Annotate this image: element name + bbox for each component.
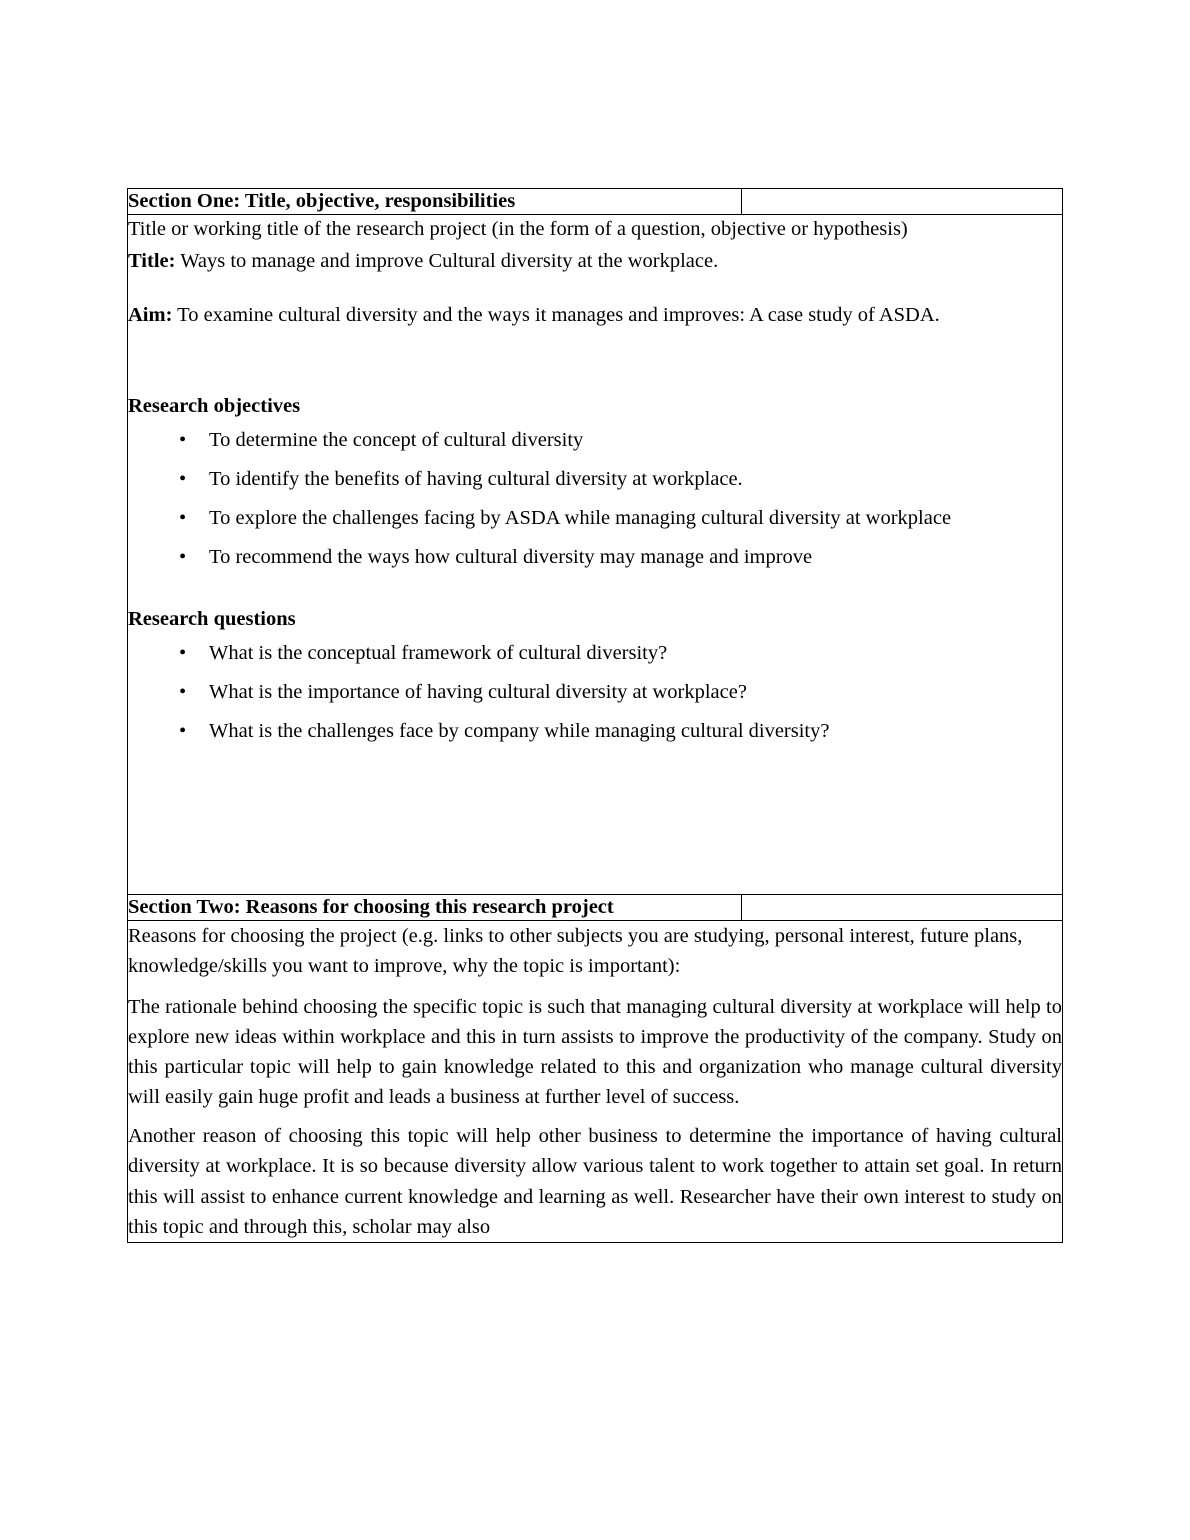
- bullet-icon: •: [179, 719, 187, 742]
- research-questions-heading: Research questions: [128, 608, 296, 630]
- objective-text: To explore the challenges facing by ASDA while managing cultural diversity at workplace: [209, 506, 952, 529]
- research-proposal-form: [127, 188, 1063, 1243]
- title-line: [128, 247, 1062, 276]
- list-item: [128, 543, 1062, 572]
- list-item: [128, 678, 1062, 707]
- list-item: [128, 639, 1062, 668]
- bullet-icon: •: [179, 428, 187, 451]
- question-text: What is the importance of having cultural diversity at workplace?: [209, 680, 747, 703]
- aim-label: Aim:: [128, 303, 173, 326]
- section-two-body: [128, 920, 1063, 1242]
- list-item: [128, 426, 1062, 455]
- research-objectives-heading: Research objectives: [128, 394, 301, 417]
- title-value: Ways to manage and improve Cultural diversity at the workplace.: [175, 249, 719, 272]
- spacer-before-questions: [128, 572, 1062, 606]
- bullet-icon: •: [179, 467, 187, 490]
- bullet-icon: •: [179, 680, 187, 703]
- bullet-icon: •: [179, 641, 187, 664]
- section-two-body-row: [128, 920, 1063, 1242]
- spacer-end-of-section-one: [128, 746, 1062, 894]
- section-two-header-blank-cell: [741, 894, 1062, 920]
- aim-value: To examine cultural diversity and the ways it manages and improves: A case study of ASDA.: [172, 303, 940, 326]
- aim-line: [128, 301, 1062, 330]
- another-reason-paragraph: Another reason of choosing this topic will help other business to determine the importance of having cultural diversity at workplace. It is so because diversity allow various talent to work together to attain set goal. In return this will assist to enhance current knowledge and learning as well. Researcher have their own interest to study on this topic and through this, scholar may also: [128, 1125, 1062, 1238]
- list-item: [128, 717, 1062, 746]
- section-two-prompt: Reasons for choosing the project (e.g. links to other subjects you are studying, personal interest, future plans, knowledge/skills you want to improve, why the topic is important):: [128, 924, 1023, 977]
- bullet-icon: •: [179, 506, 187, 529]
- section-two-header: Section Two: Reasons for choosing this research project: [128, 894, 742, 920]
- spacer-after-aim: [128, 333, 1062, 393]
- objective-text: To determine the concept of cultural diversity: [209, 428, 584, 451]
- rationale-paragraph: The rationale behind choosing the specific topic is such that managing cultural diversity at workplace will help to explore new ideas within workplace and this in turn assists to improve the productivity of the company. Study on this particular topic will help to gain knowledge related to this and organization who manage cultural diversity will easily gain huge profit and leads a business at further level of success.: [128, 995, 1062, 1109]
- objective-text: To identify the benefits of having cultural diversity at workplace.: [209, 467, 743, 490]
- spacer-after-title: [128, 279, 1062, 301]
- section-one-prompt: Title or working title of the research project (in the form of a question, objective or hypothesis): [128, 217, 908, 240]
- title-label: Title:: [128, 249, 176, 272]
- research-questions-list: [128, 639, 1062, 746]
- section-two-header-row: [128, 894, 1063, 920]
- section-one-body: [128, 214, 1063, 894]
- research-objectives-list: [128, 426, 1062, 572]
- question-text: What is the challenges face by company while managing cultural diversity?: [209, 719, 830, 742]
- bullet-icon: •: [179, 545, 187, 568]
- section-one-header-blank-cell: [741, 189, 1062, 215]
- section-one-body-row: [128, 214, 1063, 894]
- list-item: [128, 504, 1062, 533]
- list-item: [128, 465, 1062, 494]
- section-one-header: Section One: Title, objective, responsibilities: [128, 189, 742, 215]
- question-text: What is the conceptual framework of cultural diversity?: [209, 641, 668, 664]
- section-one-header-row: [128, 189, 1063, 215]
- objective-text: To recommend the ways how cultural diversity may manage and improve: [209, 545, 813, 568]
